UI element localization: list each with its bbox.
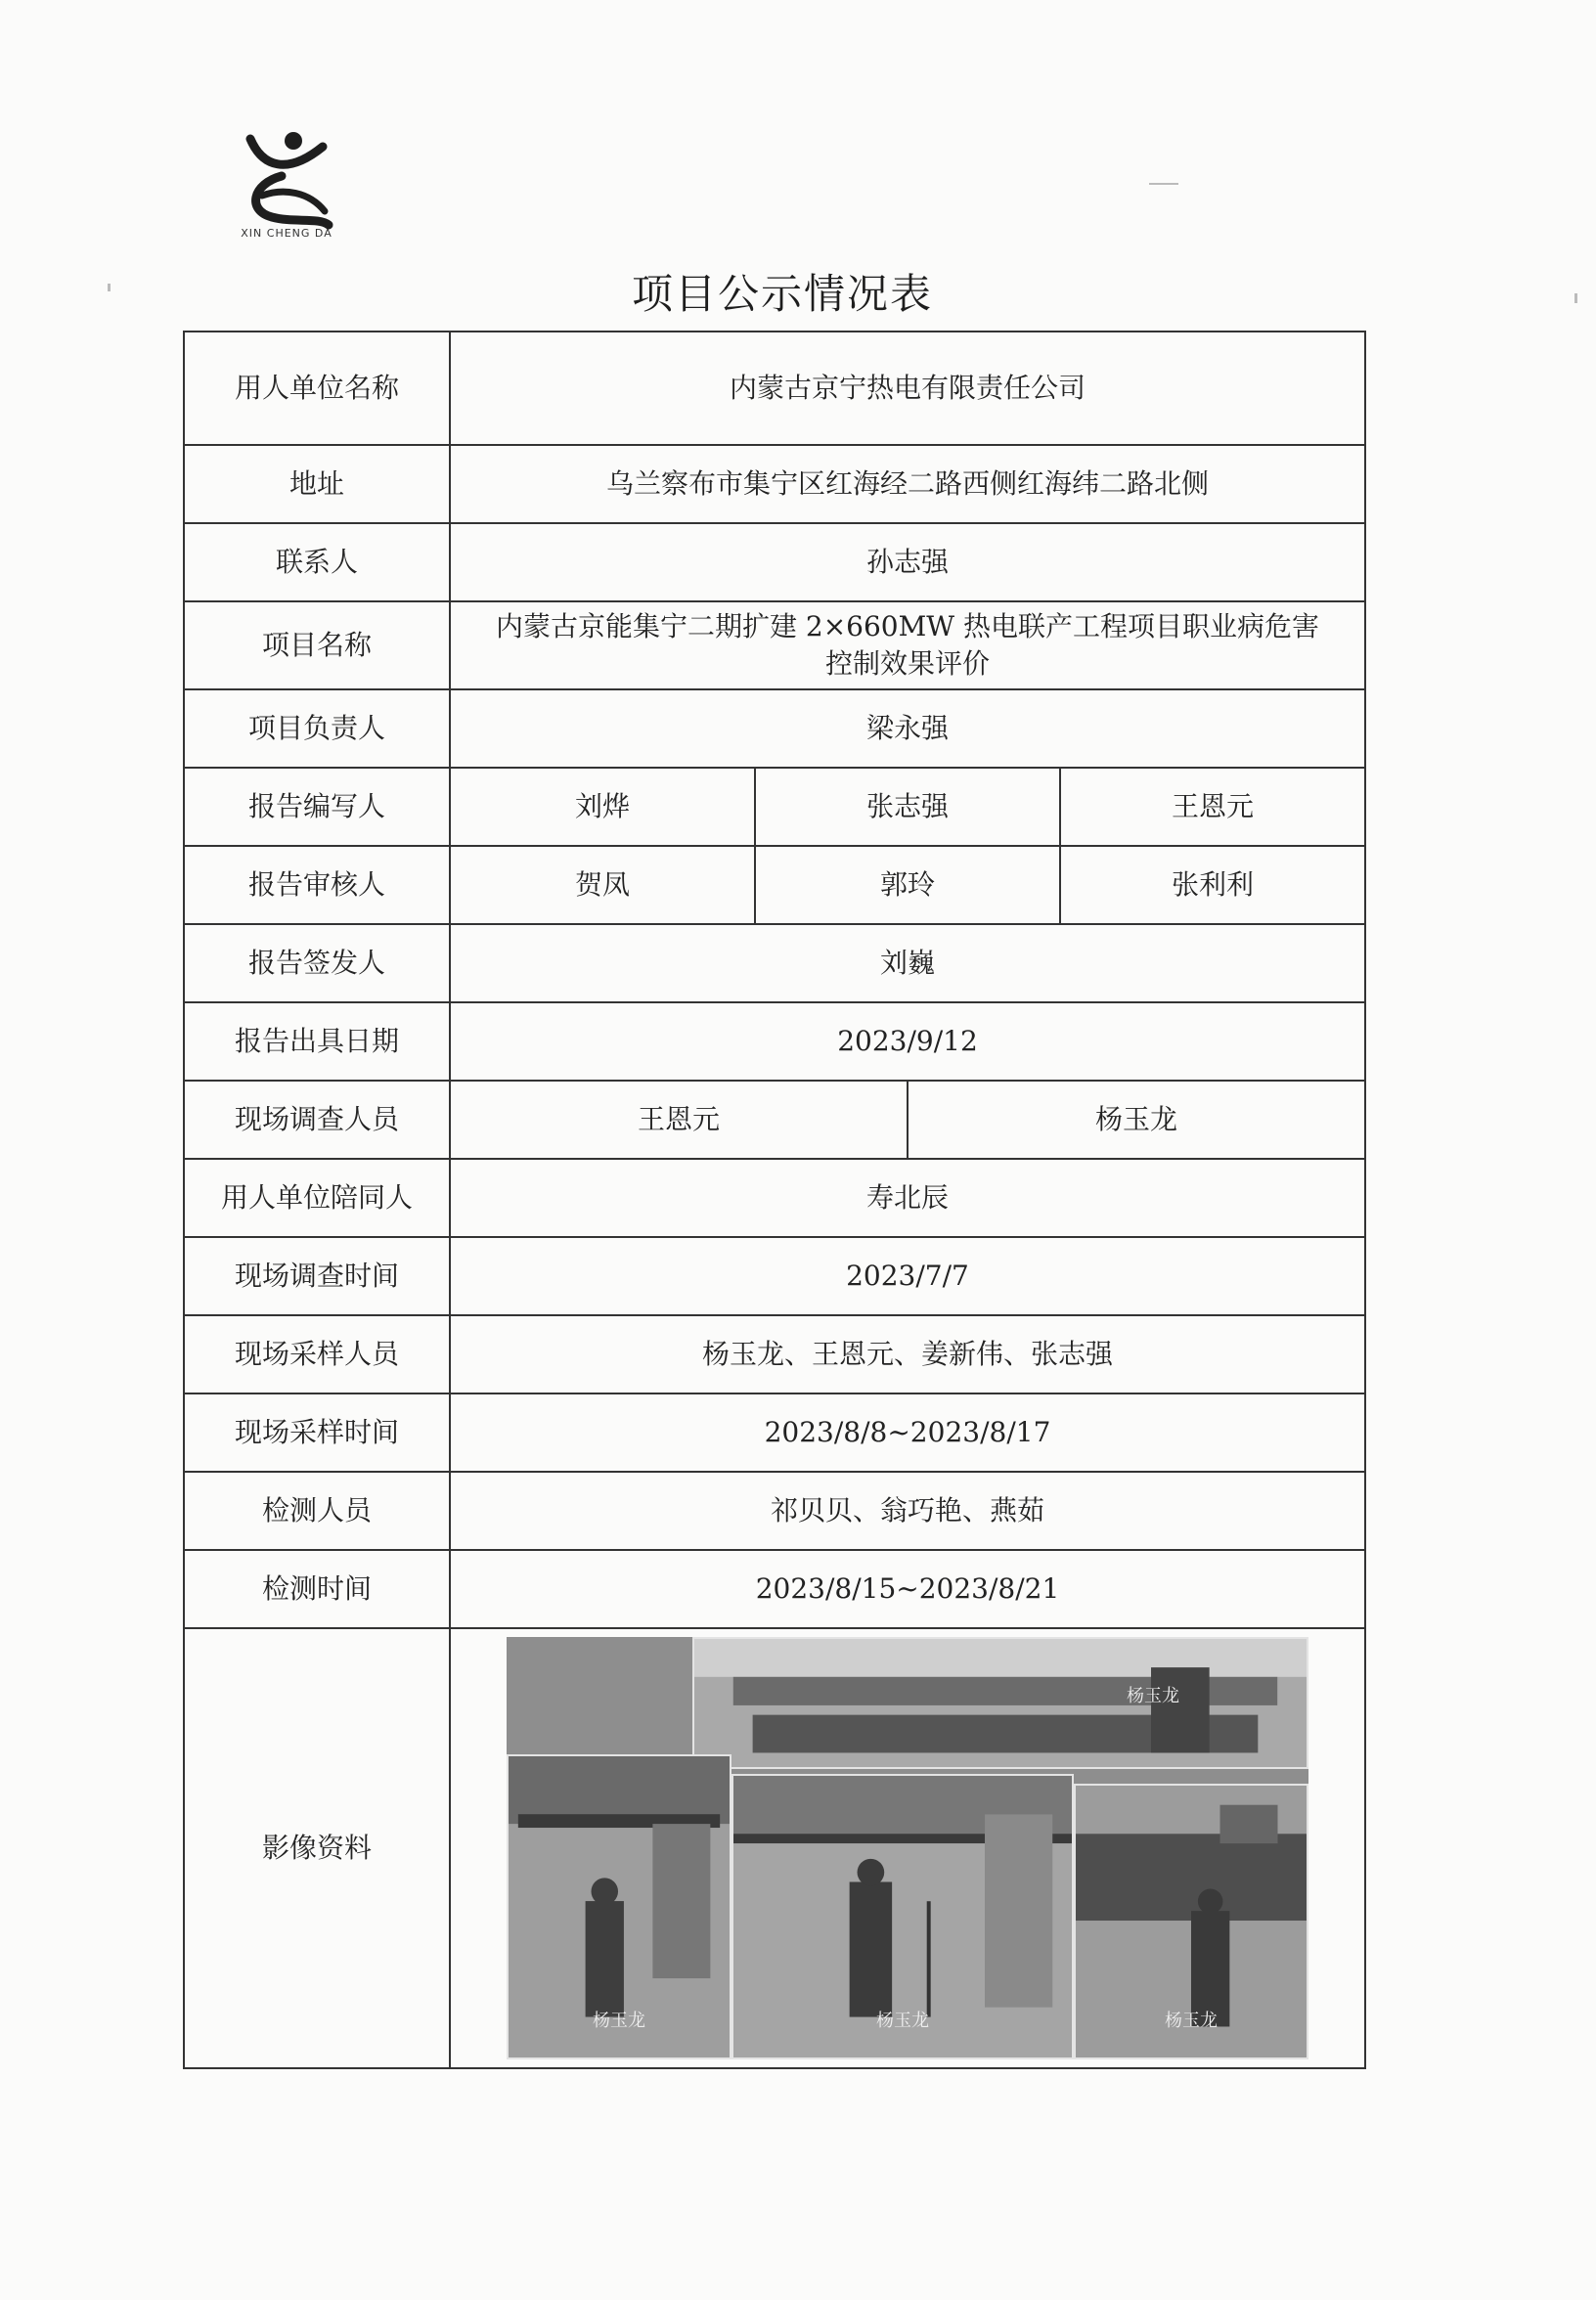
label-contact: 联系人: [184, 523, 450, 601]
value-site-sampling-time: 2023/8/8~2023/8/17: [450, 1393, 1365, 1472]
value-report-reviewer-1: 贺凤: [450, 846, 755, 924]
table-row-testers: [184, 1472, 1365, 1550]
table-row-site-investigators: [184, 1081, 1365, 1159]
photo-caption-right: 杨玉龙: [1165, 2011, 1218, 2031]
label-site-samplers: 现场采样人员: [184, 1315, 450, 1393]
label-employer-name: 用人单位名称: [184, 332, 450, 445]
label-site-investigators: 现场调查人员: [184, 1081, 450, 1159]
site-photo-middle: [732, 1774, 1074, 2059]
table-row-testing-time: [184, 1550, 1365, 1628]
site-photo-right: [1074, 1784, 1308, 2059]
value-testing-time: 2023/8/15~2023/8/21: [450, 1550, 1365, 1628]
label-address: 地址: [184, 445, 450, 523]
value-address: 乌兰察布市集宁区红海经二路西侧红海纬二路北侧: [450, 445, 1365, 523]
label-media: 影像资料: [184, 1628, 450, 2068]
label-site-sampling-time: 现场采样时间: [184, 1393, 450, 1472]
value-site-investigation-time: 2023/7/7: [450, 1237, 1365, 1315]
page-title: 项目公示情况表: [631, 270, 933, 318]
value-site-investigator-2: 杨玉龙: [908, 1081, 1365, 1159]
value-contact: 孙志强: [450, 523, 1365, 601]
value-report-reviewer-2: 郭玲: [755, 846, 1060, 924]
project-disclosure-table: [183, 331, 1366, 2069]
value-report-writer-1: 刘烨: [450, 768, 755, 846]
scan-speck: [108, 284, 111, 291]
logo-text: XIN CHENG DA: [241, 227, 332, 240]
label-testers: 检测人员: [184, 1472, 450, 1550]
photo-caption-left: 杨玉龙: [593, 2011, 645, 2031]
table-row-employer-name: [184, 332, 1365, 445]
value-employer-name: 内蒙古京宁热电有限责任公司: [450, 332, 1365, 445]
value-report-date: 2023/9/12: [450, 1002, 1365, 1081]
site-photo-top: [692, 1637, 1308, 1769]
label-project-lead: 项目负责人: [184, 689, 450, 768]
photo-caption-top: 杨玉龙: [1127, 1686, 1179, 1706]
label-employer-escort: 用人单位陪同人: [184, 1159, 450, 1237]
value-site-samplers: 杨玉龙、王恩元、姜新伟、张志强: [450, 1315, 1365, 1393]
table-row-site-sampling-time: [184, 1393, 1365, 1472]
value-testers: 祁贝贝、翁巧艳、燕茹: [450, 1472, 1365, 1550]
media-cell: [450, 1628, 1365, 2068]
label-project-name: 项目名称: [184, 601, 450, 689]
value-employer-escort: 寿北辰: [450, 1159, 1365, 1237]
table-row-project-name: [184, 601, 1365, 689]
photo-caption-middle: 杨玉龙: [876, 2011, 929, 2031]
value-project-lead: 梁永强: [450, 689, 1365, 768]
site-photo-left: [507, 1754, 732, 2059]
table-row-report-reviewers: [184, 846, 1365, 924]
table-row-media: [184, 1628, 1365, 2068]
table-row-employer-escort: [184, 1159, 1365, 1237]
table-row-report-writers: [184, 768, 1365, 846]
value-project-name: 内蒙古京能集宁二期扩建 2×660MW 热电联产工程项目职业病危害控制效果评价: [450, 601, 1365, 689]
value-report-reviewer-3: 张利利: [1060, 846, 1365, 924]
label-report-issuer: 报告签发人: [184, 924, 450, 1002]
value-report-issuer: 刘巍: [450, 924, 1365, 1002]
label-site-investigation-time: 现场调查时间: [184, 1237, 450, 1315]
table-row-project-lead: [184, 689, 1365, 768]
label-report-reviewers: 报告审核人: [184, 846, 450, 924]
table-row-contact: [184, 523, 1365, 601]
table-row-site-investigation-time: [184, 1237, 1365, 1315]
table-row-report-date: [184, 1002, 1365, 1081]
photo-image-top: [694, 1639, 1307, 1767]
table-row-site-samplers: [184, 1315, 1365, 1393]
label-report-date: 报告出具日期: [184, 1002, 450, 1081]
table-row-address: [184, 445, 1365, 523]
label-report-writers: 报告编写人: [184, 768, 450, 846]
value-report-writer-3: 王恩元: [1060, 768, 1365, 846]
scan-speck: [1149, 183, 1178, 185]
value-report-writer-2: 张志强: [755, 768, 1060, 846]
scan-speck: [1574, 293, 1577, 303]
site-photo-collage: [507, 1637, 1308, 2059]
value-site-investigator-1: 王恩元: [450, 1081, 908, 1159]
table-row-report-issuer: [184, 924, 1365, 1002]
label-testing-time: 检测时间: [184, 1550, 450, 1628]
